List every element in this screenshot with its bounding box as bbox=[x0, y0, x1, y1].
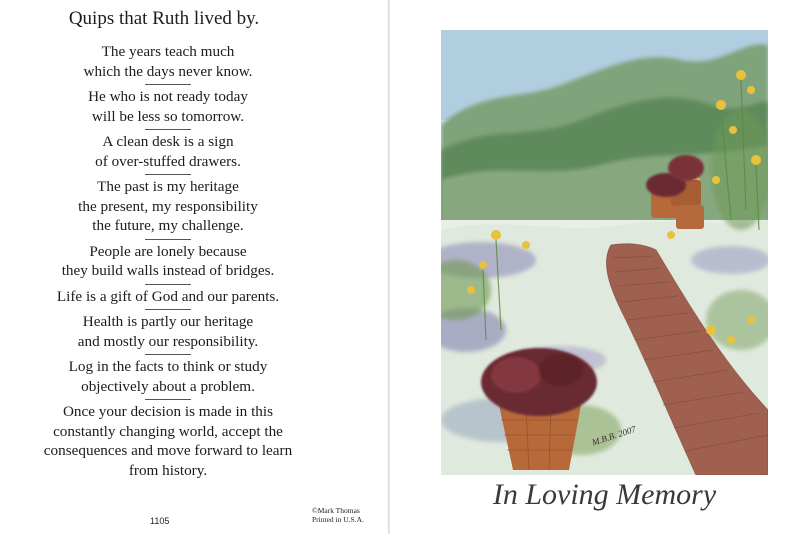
painting-signature: M.B.B. bbox=[590, 430, 618, 448]
quip-line: constantly changing world, accept the bbox=[53, 422, 283, 440]
quip-item bbox=[8, 42, 328, 81]
quip-separator bbox=[145, 309, 191, 310]
quip-item bbox=[8, 177, 328, 236]
quip-line: A clean desk is a sign bbox=[102, 133, 234, 150]
quip-item bbox=[8, 312, 328, 351]
quip-separator bbox=[145, 239, 191, 240]
quip-item bbox=[8, 357, 328, 396]
page-title: Quips that Ruth lived by. bbox=[68, 8, 260, 29]
painting-signature-year: 2007 bbox=[616, 423, 638, 439]
quip-line: of over-stuffed drawers. bbox=[95, 152, 241, 170]
watercolor-garden-image bbox=[441, 30, 768, 475]
quip-line: Health is partly our heritage bbox=[82, 313, 254, 330]
printer-credit bbox=[312, 506, 364, 524]
quip-line: Once your decision is made in this bbox=[62, 403, 274, 420]
quip-line: He who is not ready today bbox=[88, 88, 248, 105]
quip-line: The years teach much bbox=[101, 43, 235, 60]
quip-line: the future, my challenge. bbox=[92, 217, 244, 234]
quip-line: objectively about a problem. bbox=[81, 377, 255, 395]
quip-separator bbox=[145, 354, 191, 355]
quip-line: Log in the facts to think or study bbox=[68, 358, 268, 375]
quip-item bbox=[8, 87, 328, 126]
quip-item bbox=[8, 287, 328, 307]
quip-separator bbox=[145, 174, 191, 175]
quip-line: they build walls instead of bridges. bbox=[61, 262, 275, 279]
quip-line: The past is my heritage bbox=[97, 178, 239, 195]
quip-line: and mostly our responsibility. bbox=[77, 332, 259, 350]
quip-line: will be less so tomorrow. bbox=[91, 107, 245, 125]
quip-line: from history. bbox=[128, 461, 208, 479]
quip-item bbox=[8, 132, 328, 171]
quip-line: consequences and move forward to learn bbox=[43, 442, 293, 459]
quip-list bbox=[8, 42, 328, 480]
quip-separator bbox=[145, 284, 191, 285]
card-number: 1105 bbox=[150, 516, 170, 526]
quip-separator bbox=[145, 399, 191, 400]
quip-separator bbox=[145, 129, 191, 130]
left-page bbox=[0, 0, 388, 534]
copyright-text: ©Mark Thomas bbox=[312, 506, 360, 515]
quip-line: People are lonely because bbox=[89, 242, 247, 260]
quip-item bbox=[8, 402, 328, 480]
quip-separator bbox=[145, 84, 191, 85]
quip-line: the present, my responsibility bbox=[78, 197, 258, 215]
garden-painting bbox=[441, 30, 768, 475]
quip-line: Life is a gift of God and our parents. bbox=[56, 287, 280, 305]
printed-text: Printed in U.S.A. bbox=[312, 515, 364, 524]
quip-item bbox=[8, 242, 328, 281]
in-loving-memory-caption: In Loving Memory bbox=[492, 478, 717, 511]
quip-line: which the days never know. bbox=[83, 62, 253, 80]
